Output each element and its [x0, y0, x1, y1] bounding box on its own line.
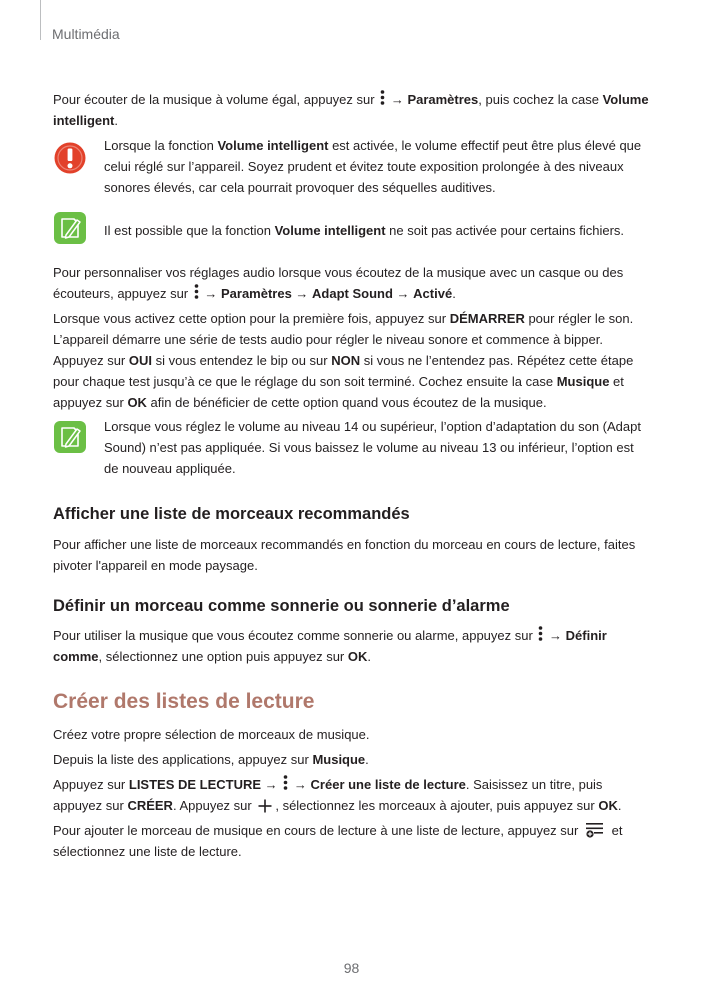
heading-set-ringtone: Définir un morceau comme sonnerie ou sonnerie d’alarme	[53, 597, 510, 615]
paragraph-recommended: Pour afficher une liste de morceaux recommandés en fonction du morceau en cours de lecture, faites pivoter l'appareil en mode paysage.	[53, 537, 636, 573]
note-icon	[53, 420, 87, 454]
page-number: 98	[343, 960, 360, 976]
paragraph-open-music: Depuis la liste des applications, appuyez sur Musique.	[53, 752, 369, 767]
paragraph-adapt-sound: Pour personnaliser vos réglages audio lorsque vous écoutez de la musique avec un casque ou des écouteurs, appuyez sur → Paramètres → Adapt Sound → Activé.	[53, 265, 624, 301]
caution-text: Lorsque la fonction Volume intelligent est activée, le volume effectif peut être plus élevé que celui réglé sur l’appareil. Soyez prudent et évitez toute exposition prolongée à des niveaux sonores élevés, car cela pourrait provoquer des séquelles auditives.	[104, 138, 642, 195]
more-options-icon	[380, 90, 385, 105]
paragraph-adapt-sound-setup: Lorsque vous activez cette option pour la première fois, appuyez sur DÉMARRER pour régler le son. L’appareil démarre une série de tests audio pour régler le niveau sonore et commence à bipper. Appuyez sur OUI si vous entendez le bip ou sur NON si vous ne l’entendez pas. Répétez cette étape pour chaque test jusqu’à ce que le réglage du son soit terminé. Cochez ensuite la case Musique et appuyez sur OK afin de bénéficier de cette option quand vous écoutez de la musique.	[53, 311, 634, 410]
paragraph-ringtone: Pour utiliser la musique que vous écoutez comme sonnerie ou alarme, appuyez sur → Définir comme, sélectionnez une option puis appuyez sur OK.	[53, 628, 607, 664]
paragraph-playlist-intro: Créez votre propre sélection de morceaux de musique.	[53, 727, 370, 742]
paragraph-add-to-playlist: Pour ajouter le morceau de musique en cours de lecture à une liste de lecture, appuyez sur et sélectionnez une liste de lecture.	[53, 823, 623, 859]
paragraph-smart-volume: Pour écouter de la musique à volume égal, appuyez sur → Paramètres, puis cochez la case Volume intelligent.	[53, 92, 649, 128]
more-options-icon	[538, 626, 543, 641]
more-options-icon	[194, 284, 199, 299]
note-text-1: Il est possible que la fonction Volume intelligent ne soit pas activée pour certains fichiers.	[104, 223, 625, 238]
paragraph-create-playlist-steps: Appuyez sur LISTES DE LECTURE → → Créer une liste de lecture. Saisissez un titre, puis appuyez sur CRÉER. Appuyez sur , sélectionnez les morceaux à ajouter, puis appuyez sur OK.	[53, 777, 622, 813]
add-to-playlist-icon	[585, 821, 605, 838]
note-text-2: Lorsque vous réglez le volume au niveau 14 ou supérieur, l’option d’adaptation du son (Adapt Sound) n’est pas appliquée. Si vous baissez le volume au niveau 13 ou inférieur, l’option est de nouveau appliquée.	[104, 419, 641, 476]
section-label: Multimédia	[52, 26, 120, 42]
caution-icon	[53, 141, 87, 175]
note-icon	[53, 211, 87, 245]
heading-create-playlists: Créer des listes de lecture	[53, 690, 315, 713]
more-options-icon	[283, 775, 288, 790]
plus-icon	[258, 799, 272, 813]
page-corner-line	[40, 0, 41, 40]
heading-recommended-list: Afficher une liste de morceaux recommandés	[53, 505, 410, 523]
